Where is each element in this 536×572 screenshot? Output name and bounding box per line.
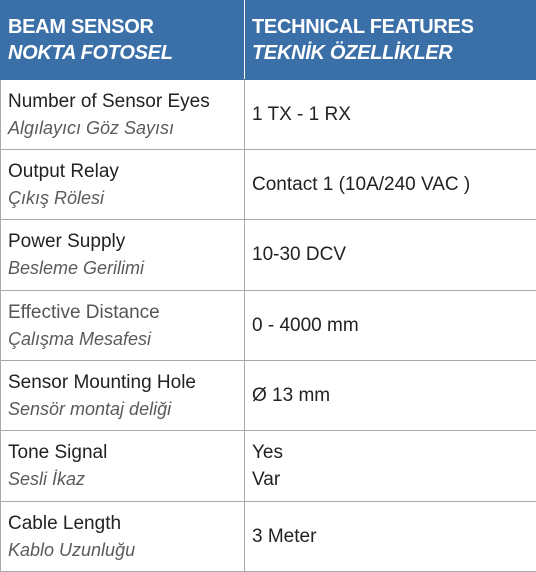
label-tr: Besleme Gerilimi [8, 258, 145, 279]
value-text-tr: Var [252, 468, 281, 490]
label-en: Sensor Mounting Hole [8, 372, 196, 394]
value-cell [245, 431, 536, 501]
header-row [1, 1, 536, 80]
value-cell [245, 360, 536, 430]
value-text: Yes [252, 441, 283, 463]
header-features-title: TECHNICAL FEATURES [252, 15, 474, 38]
header-features-subtitle: TEKNİK ÖZELLİKLER [252, 41, 453, 64]
header-product-title: BEAM SENSOR [8, 15, 154, 38]
label-cell [1, 360, 245, 430]
header-product-subtitle: NOKTA FOTOSEL [8, 41, 173, 64]
value-text: 1 TX - 1 RX [252, 103, 351, 125]
value-text: 3 Meter [252, 525, 317, 547]
label-en: Number of Sensor Eyes [8, 90, 210, 112]
table-row [1, 220, 536, 290]
value-text: 0 - 4000 mm [252, 314, 359, 336]
value-cell [245, 220, 536, 290]
value-text: Contact 1 (10A/240 VAC ) [252, 174, 471, 196]
header-cell-features [245, 1, 536, 80]
value-cell [245, 149, 536, 219]
label-tr: Algılayıcı Göz Sayısı [8, 117, 175, 138]
label-tr: Çalışma Mesafesi [8, 328, 152, 349]
header-cell-product [1, 1, 245, 80]
label-en: Tone Signal [8, 442, 108, 464]
label-tr: Sesli İkaz [8, 469, 86, 490]
value-text: 10-30 DCV [252, 244, 346, 266]
table-row [1, 79, 536, 149]
label-en: Output Relay [8, 161, 119, 183]
table-row [1, 431, 536, 501]
label-en: Effective Distance [8, 301, 160, 323]
label-cell [1, 431, 245, 501]
label-cell [1, 220, 245, 290]
value-text: Ø 13 mm [252, 385, 331, 407]
table-row [1, 290, 536, 360]
label-tr: Sensör montaj deliği [8, 399, 172, 420]
table-row [1, 360, 536, 430]
label-cell [1, 290, 245, 360]
label-cell [1, 149, 245, 219]
label-tr: Çıkış Rölesi [8, 188, 105, 209]
label-tr: Kablo Uzunluğu [8, 539, 136, 560]
label-cell [1, 501, 245, 571]
value-cell [245, 290, 536, 360]
value-cell [245, 79, 536, 149]
table-row [1, 149, 536, 219]
label-en: Power Supply [8, 231, 126, 253]
label-cell [1, 79, 245, 149]
value-cell [245, 501, 536, 571]
label-en: Cable Length [8, 512, 122, 534]
table-row [1, 501, 536, 571]
